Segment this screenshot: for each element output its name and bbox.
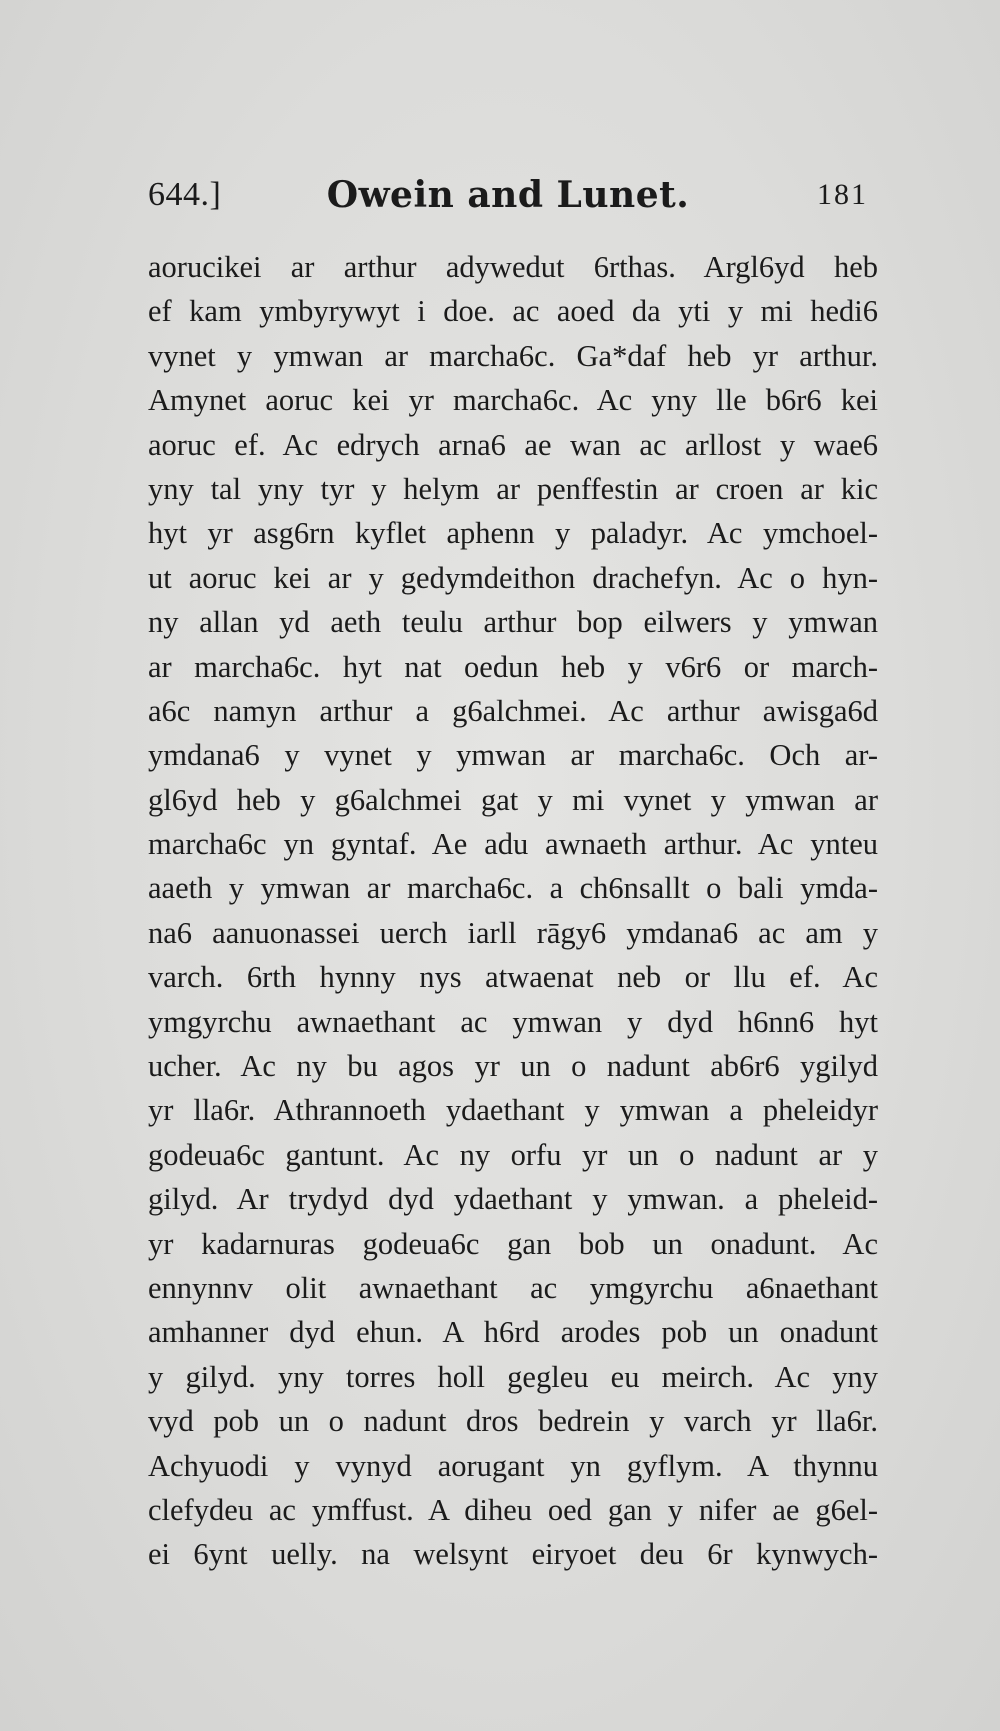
text-line: gl6yd heb y g6alchmei gat y mi vynet y ymwan ar — [148, 782, 878, 817]
text-line: aaeth y ymwan ar marcha6c. a ch6nsallt o bali ymda- — [148, 871, 878, 906]
running-title: Owein and Lunet. — [326, 174, 690, 216]
text-line: yr kadarnuras godeua6c gan bob un onadunt. Ac — [148, 1226, 878, 1261]
text-line: ennynnv olit awnaethant ac ymgyrchu a6naethant — [148, 1270, 878, 1305]
text-line: ny allan yd aeth teulu arthur bop eilwers y ymwan — [148, 605, 878, 640]
text-line: ut aoruc kei ar y gedymdeithon drachefyn. Ac o hyn- — [148, 560, 878, 595]
text-line: clefydeu ac ymffust. A diheu oed gan y nifer ae g6el- — [148, 1492, 878, 1527]
text-line: Achyuodi y vynyd aorugant yn gyflym. A thynnu — [148, 1448, 878, 1483]
text-line: varch. 6rth hynny nys atwaenat neb or llu ef. Ac — [148, 960, 878, 995]
text-line: vyd pob un o nadunt dros bedrein y varch yr lla6r. — [148, 1404, 878, 1439]
text-line: marcha6c yn gyntaf. Ae adu awnaeth arthur. Ac ynteu — [148, 827, 878, 862]
text-line: yr lla6r. Athrannoeth ydaethant y ymwan a pheleidyr — [148, 1093, 878, 1128]
text-line: na6 aanuonassei uerch iarll rāgy6 ymdana6 ac am y — [148, 915, 878, 950]
text-line: hyt yr asg6rn kyflet aphenn y paladyr. Ac ymchoel- — [148, 516, 878, 551]
text-line: amhanner dyd ehun. A h6rd arodes pob un onadunt — [148, 1315, 878, 1350]
text-line: gilyd. Ar trydyd dyd ydaethant y ymwan. a pheleid- — [148, 1182, 878, 1217]
text-line: ucher. Ac ny bu agos yr un o nadunt ab6r6 ygilyd — [148, 1049, 878, 1084]
body-text — [148, 245, 878, 1577]
text-line: ef kam ymbyrywyt i doe. ac aoed da yti y mi hedi6 — [148, 294, 878, 329]
text-line: aorucikei ar arthur adywedut 6rthas. Argl6yd heb — [148, 250, 878, 284]
text-line: aoruc ef. Ac edrych arna6 ae wan ac arllost y wae6 — [148, 427, 878, 462]
text-line: ar marcha6c. hyt nat oedun heb y v6r6 or march- — [148, 649, 878, 684]
page-number: 181 — [817, 178, 868, 211]
text-line: a6c namyn arthur a g6alchmei. Ac arthur awisga6d — [148, 693, 878, 728]
text-line: godeua6c gantunt. Ac ny orfu yr un o nadunt ar y — [148, 1137, 878, 1172]
text-line: ymgyrchu awnaethant ac ymwan y dyd h6nn6 hyt — [148, 1004, 878, 1039]
page-header — [148, 168, 868, 218]
text-line: vynet y ymwan ar marcha6c. Ga*daf heb yr arthur. — [148, 338, 878, 373]
text-line: y gilyd. yny torres holl gegleu eu meirch. Ac yny — [148, 1359, 878, 1394]
text-line: Amynet aoruc kei yr marcha6c. Ac yny lle b6r6 kei — [148, 383, 878, 418]
text-line: yny tal yny tyr y helym ar penffestin ar croen ar kic — [148, 471, 878, 506]
folio-reference: 644.] — [148, 176, 222, 213]
text-line: ymdana6 y vynet y ymwan ar marcha6c. Och ar- — [148, 738, 878, 773]
text-line: ei 6ynt uelly. na welsynt eiryoet deu 6r kynwych- — [148, 1537, 878, 1572]
